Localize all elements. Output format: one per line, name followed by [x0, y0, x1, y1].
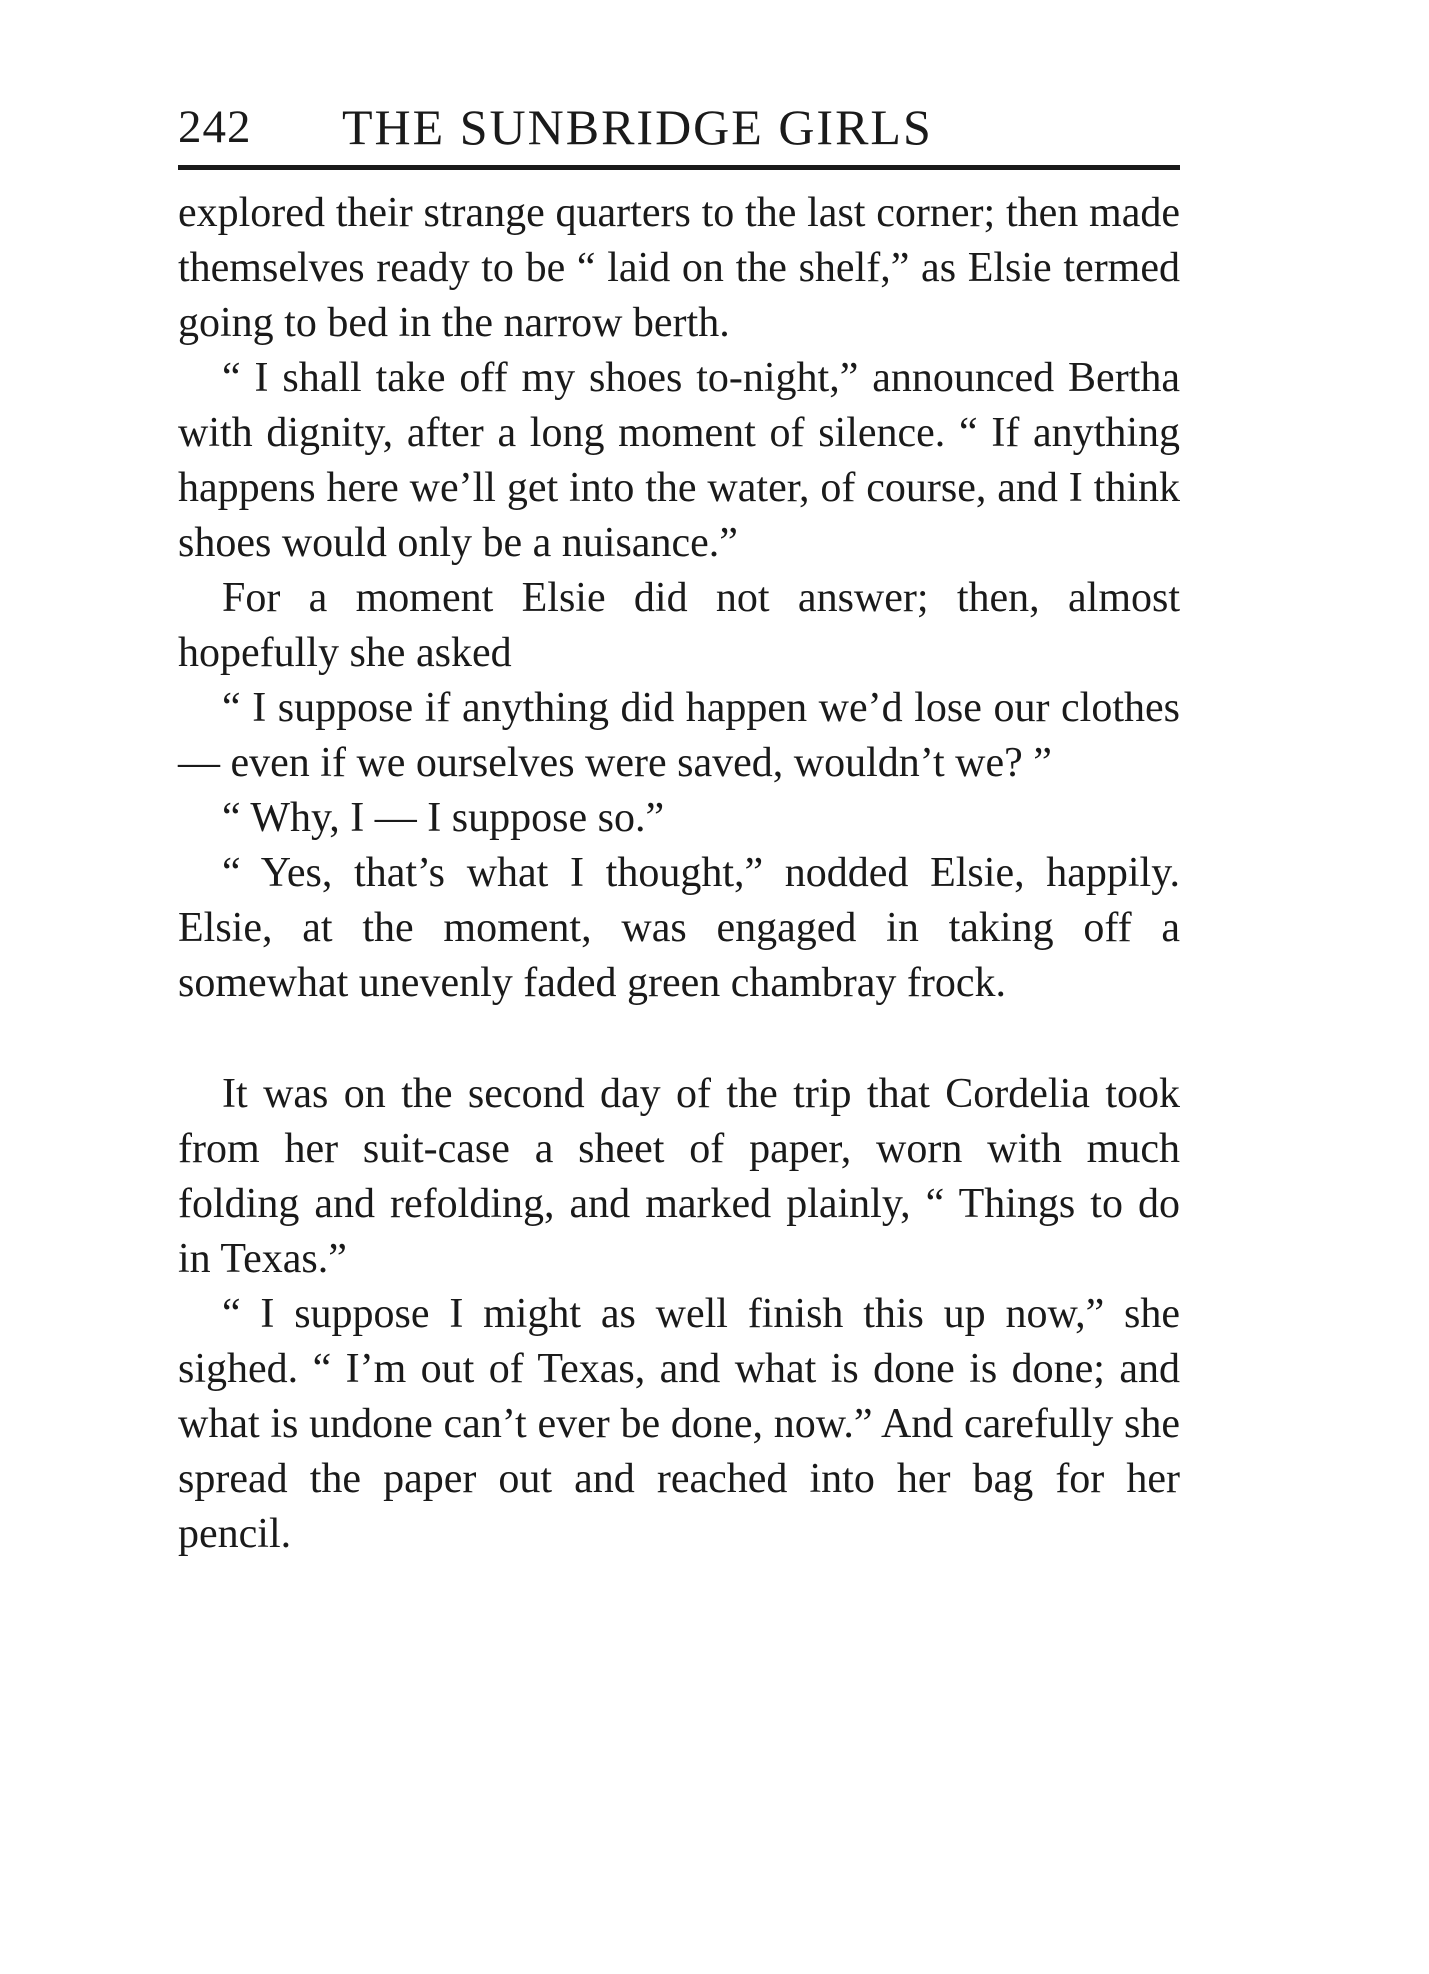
paragraph: “ I shall take off my shoes to-night,” announced Bertha with dignity, after a long moment of silence. “ If anything happens here we’ll get into the water, of course, and I think shoes would only be a nuisance.”: [178, 355, 1180, 566]
paragraph-section-start: It was on the second day of the trip that Cordelia took from her suit-case a sheet of paper, worn with much folding and refolding, and marked plainly, “ Things to do in Texas.”: [178, 1071, 1180, 1282]
paragraph: “ I suppose I might as well finish this up now,” she sighed. “ I’m out of Texas, and what is done is done; and what is undone can’t ever be done, now.” And carefully she spread the paper out and reached into her bag for her pencil.: [178, 1291, 1180, 1557]
paragraph: “ Why, I — I suppose so.”: [222, 795, 665, 841]
running-title: THE SUNBRIDGE GIRLS: [342, 99, 933, 155]
paragraph: For a moment Elsie did not answer; then, almost hopefully she asked: [178, 575, 1180, 676]
body-text: [178, 186, 1180, 1562]
page-number: 242: [178, 101, 252, 153]
header-rule: [178, 165, 1180, 170]
page-header: [178, 92, 1180, 162]
paragraph: “ I suppose if anything did happen we’d lose our clothes — even if we ourselves were saved, wouldn’t we? ”: [178, 685, 1180, 786]
paragraph-continued: explored their strange quarters to the last corner; then made themselves ready to be “ laid on the shelf,” as Elsie termed going to bed in the narrow berth.: [178, 190, 1180, 346]
paragraph: “ Yes, that’s what I thought,” nodded Elsie, happily. Elsie, at the moment, was engaged in taking off a somewhat unevenly faded green chambray frock.: [178, 850, 1180, 1006]
